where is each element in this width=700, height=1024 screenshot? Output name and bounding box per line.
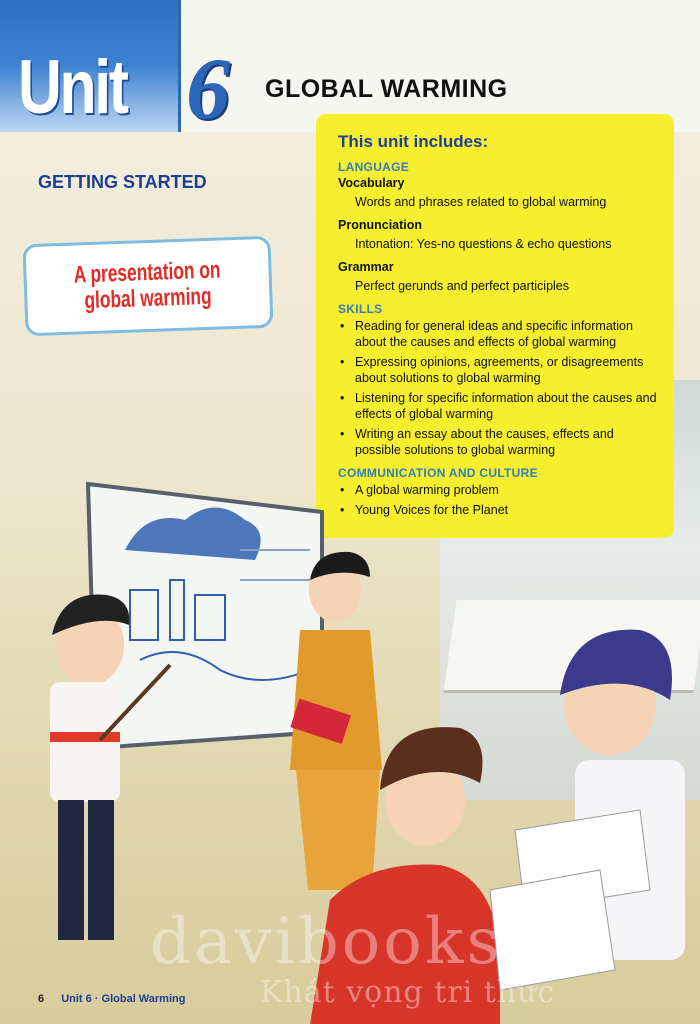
- unit-block: [0, 0, 178, 132]
- unit-number: 6: [186, 41, 230, 138]
- header-divider: [178, 0, 181, 132]
- running-title: Unit 6 · Global Warming: [61, 993, 186, 1005]
- skill-item-reading: • Reading for general ideas and specific information about the causes and effects of global warming: [338, 318, 658, 350]
- panel-title: This unit includes:: [338, 132, 489, 151]
- communication-item-1: • A global warming problem: [338, 482, 658, 498]
- page-number: 6: [38, 993, 45, 1005]
- banner-text: [61, 257, 235, 315]
- vocabulary-desc: Words and phrases related to global warming: [355, 195, 607, 209]
- section-heading: GETTING STARTED: [38, 172, 207, 192]
- banner-line-2: global warming: [84, 282, 213, 315]
- skill-item-speaking: • Expressing opinions, agreements, or disagreements about solutions to global warming: [338, 354, 658, 386]
- vocabulary-label: Vocabulary: [338, 176, 405, 190]
- banner-line-1: A presentation on: [73, 256, 222, 289]
- grammar-desc: Perfect gerunds and perfect participles: [355, 279, 570, 293]
- skills-label: SKILLS: [338, 302, 383, 316]
- skill-item-listening: • Listening for specific information about the causes and effects of global warming: [338, 390, 658, 422]
- lesson-banner: [22, 236, 273, 337]
- pronunciation-desc: Intonation: Yes-no questions & echo questions: [355, 237, 612, 251]
- skill-item-writing: • Writing an essay about the causes, effects and possible solutions to global warming: [338, 426, 658, 458]
- grammar-label: Grammar: [338, 260, 394, 274]
- language-label: LANGUAGE: [338, 160, 410, 174]
- pronunciation-label: Pronunciation: [338, 218, 423, 232]
- watermark-tagline: Khát vọng tri thức: [260, 975, 556, 1010]
- communication-item-2: • Young Voices for the Planet: [338, 502, 658, 518]
- communication-label: COMMUNICATION AND CULTURE: [338, 466, 538, 480]
- watermark: davibooks: [150, 905, 503, 979]
- skills-list: [338, 318, 658, 458]
- page-footer: [38, 993, 185, 1005]
- unit-title: GLOBAL WARMING: [265, 75, 508, 103]
- unit-word: Unit: [18, 45, 127, 130]
